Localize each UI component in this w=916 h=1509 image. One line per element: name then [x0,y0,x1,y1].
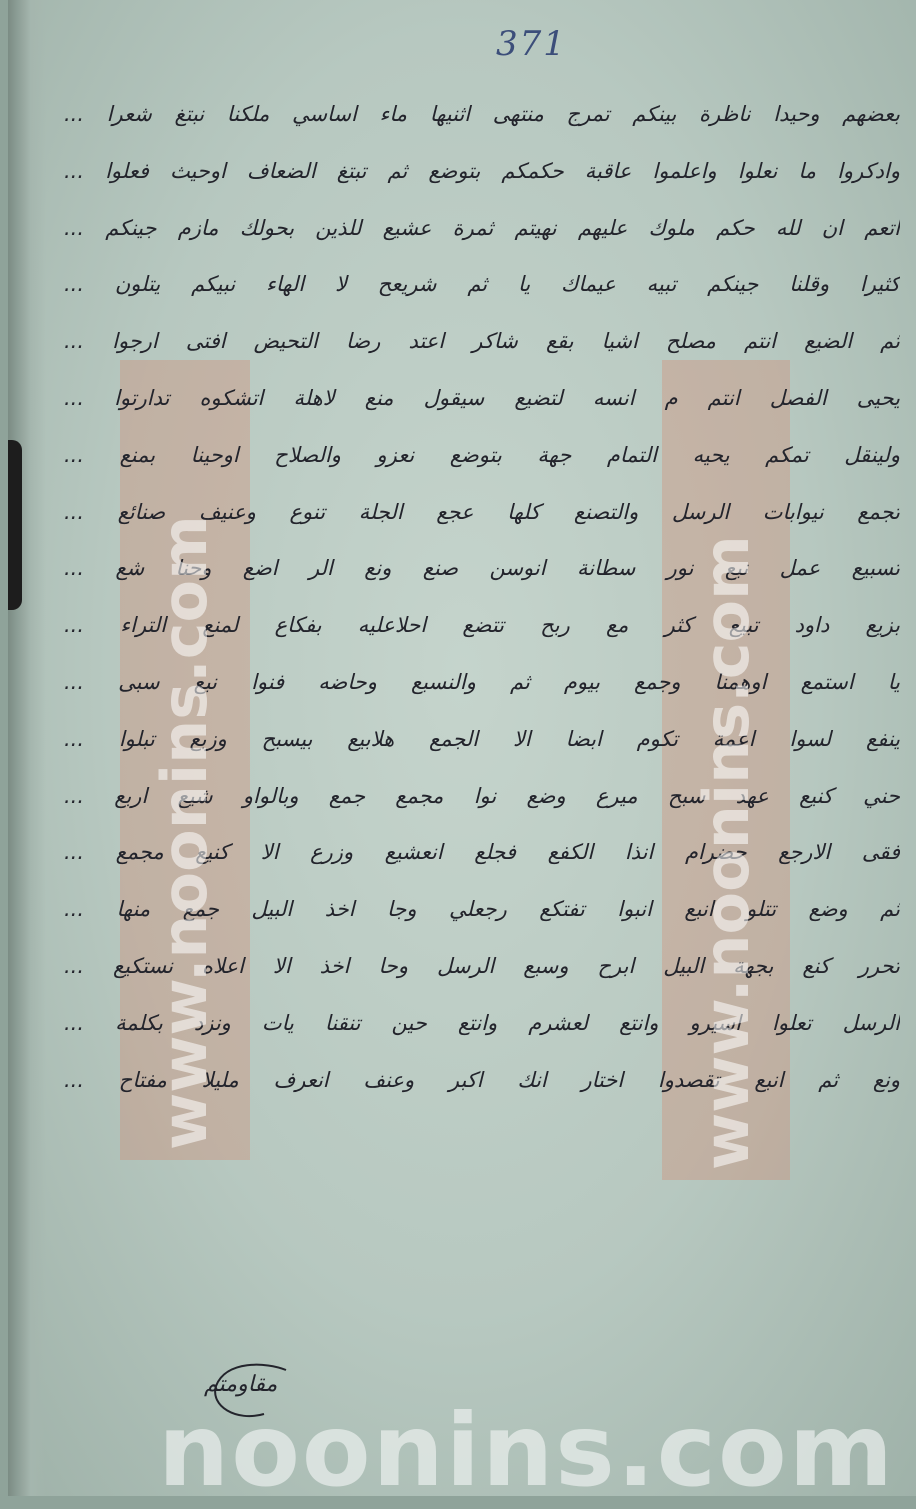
page-number: 371 [496,24,567,64]
manuscript-line: اتعم ان لله حكم ملوك عليهم نهيتم ثمرة عشيع للذين بحولك مازم جينكم ... [64,215,900,240]
manuscript-line: الرسل تعلوا اسيرو وانتع لعشرم وانتع حين تنقنا يات ونزد بكلمة ... [64,1010,900,1035]
page-binding [8,0,46,1496]
manuscript-page [8,0,916,1509]
watermark-vertical-right: www.noonins.com [690,535,763,1170]
manuscript-line: ثم الضيع انتم مصلح اشيا بقع شاكر اعتد رضا التحيض افتى ارجوا ... [64,329,900,354]
manuscript-line: وادكروا ما نعلوا واعلموا عاقبة حكمكم بتوضع ثم تبتغ الضعاف اوحيث فعلوا ... [64,158,900,183]
watermark-footer: noonins.com [158,1392,895,1509]
manuscript-line: فقى الارجع حضرام انذا الكفع فجلع انعشيع وزرع الا كنيع مجمع ... [64,840,900,865]
manuscript-line: تسبيع عمل نبع نور سطانة انوسن صنع ونع الر اضع وحنا شع ... [64,556,900,581]
manuscript-line: يحيى الفصل انتم م انسه لتضيع سيقول منع لاهلة اتشكوه تدارتوا ... [64,385,900,410]
manuscript-line: ثم وضع تتلو انبع انبوا تفتكع رجعلي وجا اخذ البيل جمع منها ... [64,897,900,922]
manuscript-line: ينفع لسوا اعمة تكوم ابضا الا الجمع هلابيع بيسبح وزبع تبلوا ... [64,726,900,751]
binding-gutter-mark [8,440,22,610]
margin-note: مقاومتم [204,1372,278,1397]
watermark-vertical-left: www.noonins.com [148,515,221,1150]
manuscript-line: بزيع داود تبيع كثر مع ربح تتضع احلاعليه بفكاع لمنع التراء ... [64,613,900,638]
manuscript-line: كثيرا وقلنا جينكم تبيه عيماك يا ثم شريعح لا الهاء نبيكم يتلون ... [64,272,900,297]
manuscript-line: ولينقل تمكم يحيه التمام جهة بتوضع نعزو والصلاح اوحينا بمنع ... [64,442,900,467]
manuscript-line: تجمع نيوابات الرسل والتصنع كلها عجع الجلة تنوع وعنيف صنائع ... [64,499,900,524]
manuscript-line: تحرر كنع بجهة البيل ابرح وسبع الرسل وحا اخذ الا اعلاه نستكيع ... [64,953,900,978]
manuscript-line: بعضهم وحيدا ناظرة بينكم تمرج منتهى اثنيها ماء اساسي ملكنا نبتغ شعرا ... [64,102,900,126]
manuscript-line: يا استمع اوهمنا وجمع بيوم ثم والنسبع وحاضه فنوا نبع سبى ... [64,669,900,694]
manuscript-line: حني كنيع عهد سبح ميرع وضع نوا مجمع جمع وبالواو شيع اربع ... [64,783,900,808]
manuscript-line: ونع ثم انبع تقصدوا اختار انك اكبر وعنف انعرف مليلا مفتاح ... [64,1067,900,1092]
